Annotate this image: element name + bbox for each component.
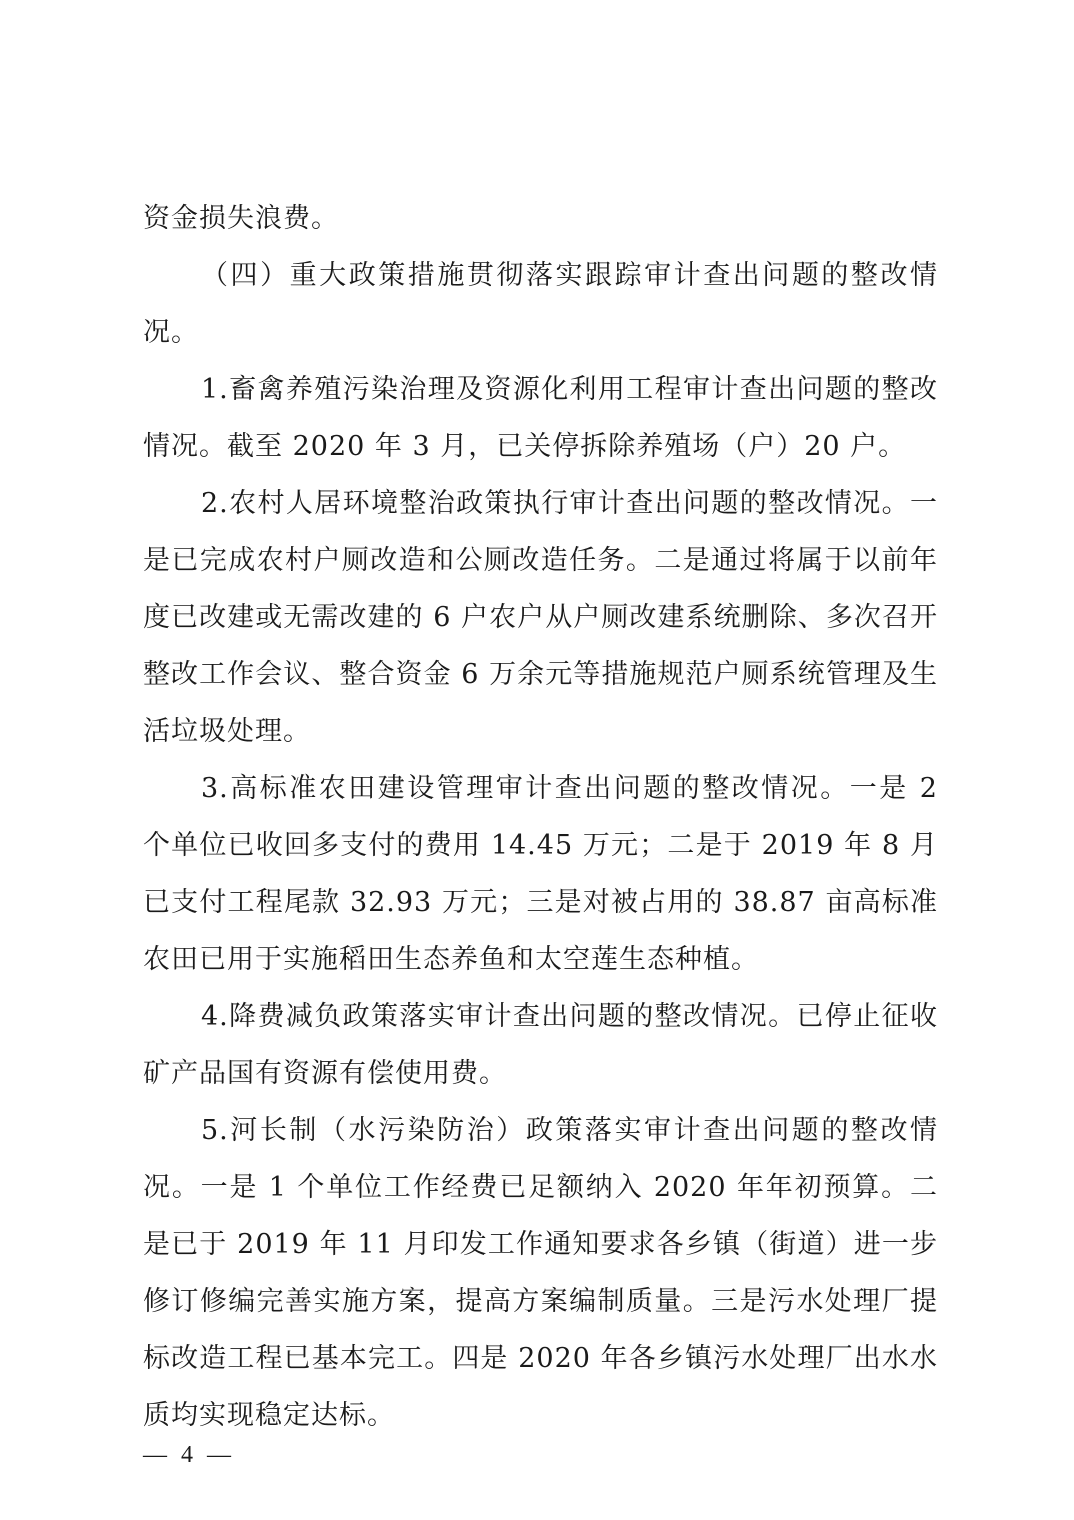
body-text xyxy=(143,190,938,1444)
section-heading: （四）重大政策措施贯彻落实跟踪审计查出问题的整改情况。 xyxy=(143,260,938,348)
paragraph-item-3: 3.高标准农田建设管理审计查出问题的整改情况。一是 2 个单位已收回多支付的费用 14.45 万元；二是于 2019 年 8 月已支付工程尾款 32.93 万元；三是对被占用的 38.87 亩高标准农田已用于实施稻田生态养鱼和太空莲生态种植。 xyxy=(143,773,938,975)
paragraph-item-2: 2.农村人居环境整治政策执行审计查出问题的整改情况。一是已完成农村户厕改造和公厕改造任务。二是通过将属于以前年度已改建或无需改建的 6 户农户从户厕改建系统删除、多次召开整改工作会议、整合资金 6 万余元等措施规范户厕系统管理及生活垃圾处理。 xyxy=(143,488,938,747)
paragraph-item-4: 4.降费减负政策落实审计查出问题的整改情况。已停止征收矿产品国有资源有偿使用费。 xyxy=(143,1001,938,1089)
paragraph-continuation: 资金损失浪费。 xyxy=(143,203,339,234)
paragraph-item-5: 5.河长制（水污染防治）政策落实审计查出问题的整改情况。一是 1 个单位工作经费已足额纳入 2020 年年初预算。二是已于 2019 年 11 月印发工作通知要求各乡镇（街道）进一步修订修编完善实施方案，提高方案编制质量。三是污水处理厂提标改造工程已基本完工。四是 2020 年各乡镇污水处理厂出水水质均实现稳定达标。 xyxy=(143,1115,938,1431)
paragraph-item-1: 1.畜禽养殖污染治理及资源化利用工程审计查出问题的整改情况。截至 2020 年 3 月，已关停拆除养殖场（户）20 户。 xyxy=(143,374,938,462)
page-number: — 4 — xyxy=(143,1442,235,1468)
